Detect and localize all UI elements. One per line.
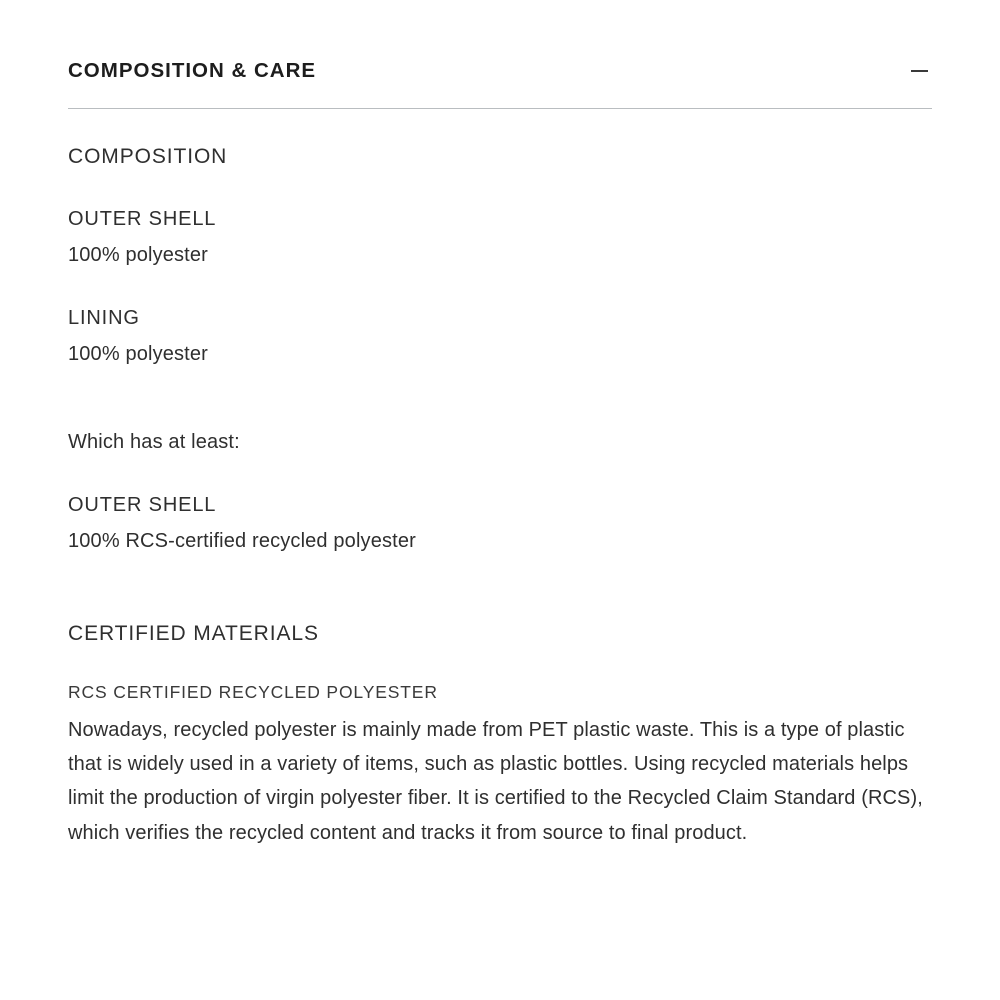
spacer xyxy=(68,646,932,680)
minus-icon[interactable] xyxy=(906,58,932,84)
certified-material-description: Nowadays, recycled polyester is mainly made from PET plastic waste. This is a type of plastic that is widely used in a variety of items, such as plastic bottles. Using recycled materials helps limit the production of virgin polyester fiber. It is certified to the Recycled Claim Standard (RCS), which verifies the recycled content and tracks it from source to final product. xyxy=(68,718,923,844)
composition-part-label: LINING xyxy=(68,307,140,329)
accordion-title: COMPOSITION & CARE xyxy=(68,58,317,82)
composition-section-title: COMPOSITION xyxy=(68,145,228,168)
spacer xyxy=(68,556,932,622)
certified-materials-title: CERTIFIED MATERIALS xyxy=(68,622,319,645)
minimum-part-value: 100% RCS-certified recycled polyester xyxy=(68,530,416,552)
composition-part-value: 100% polyester xyxy=(68,343,208,365)
composition-part-label: OUTER SHELL xyxy=(68,208,217,230)
spacer xyxy=(68,457,932,491)
accordion-header[interactable] xyxy=(68,58,932,109)
composition-part-value: 100% polyester xyxy=(68,244,208,266)
minimum-content-note: Which has at least: xyxy=(68,431,240,453)
spacer xyxy=(68,270,932,304)
accordion-panel xyxy=(68,109,932,850)
composition-and-care-accordion xyxy=(68,0,932,850)
spacer xyxy=(68,169,932,205)
minus-icon-bar xyxy=(911,70,928,72)
composition-part-outer-shell xyxy=(68,205,932,270)
minimum-part-label: OUTER SHELL xyxy=(68,494,217,516)
spacer xyxy=(68,369,932,427)
composition-part-lining xyxy=(68,304,932,369)
certified-material-name: RCS CERTIFIED RECYCLED POLYESTER xyxy=(68,682,438,702)
certified-material-item xyxy=(68,680,932,850)
minimum-part-outer-shell xyxy=(68,491,932,556)
